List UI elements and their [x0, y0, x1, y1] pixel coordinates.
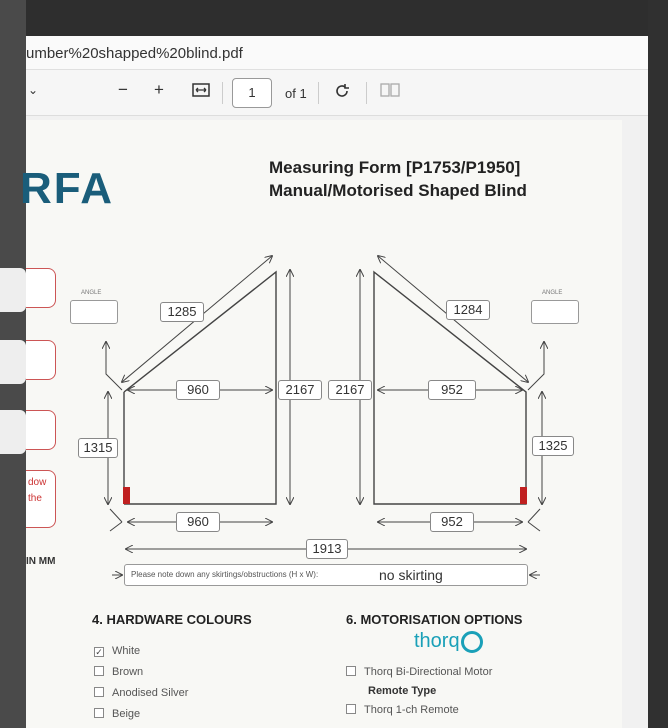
left-angle-label: ANGLE [81, 290, 102, 296]
toolbar-divider [318, 82, 319, 104]
page-view-icon[interactable] [380, 82, 400, 103]
viewer-toolbar [26, 70, 648, 116]
left-bracket-marker [123, 487, 130, 504]
remote-type-heading: Remote Type [368, 685, 437, 697]
left-angle-field [70, 300, 118, 324]
right-bracket-marker [520, 487, 527, 504]
checkbox-icon [94, 666, 104, 676]
chevron-down-icon[interactable]: ⌄ [28, 83, 39, 97]
units-label: IN MM [26, 556, 56, 567]
right-side-height-value: 1325 [532, 436, 574, 456]
background-right-strip [648, 0, 668, 728]
right-height-value: 2167 [328, 380, 372, 400]
rotate-icon[interactable] [332, 81, 352, 106]
left-top-width-value: 960 [176, 380, 220, 400]
right-angle-label: ANGLE [542, 290, 563, 296]
zoom-in-button[interactable]: + [154, 80, 164, 99]
right-angle-pointer [528, 342, 544, 390]
document-filename: umber%20shapped%20blind.pdf [26, 45, 243, 62]
hardware-option: Brown [94, 666, 143, 678]
hardware-option: Beige [94, 708, 140, 720]
right-bottom-width-value: 952 [430, 512, 474, 532]
form-subtitle: Manual/Motorised Shaped Blind [269, 181, 527, 200]
fit-width-icon[interactable] [192, 82, 210, 103]
motorisation-heading: 6. MOTORISATION OPTIONS [346, 612, 523, 627]
page-number-input[interactable]: 1 [232, 78, 272, 108]
right-top-width-value: 952 [428, 380, 476, 400]
overall-width-value: 1913 [306, 539, 348, 559]
checked-checkbox-icon: ✓ [95, 647, 103, 657]
hardware-option: Anodised Silver [94, 687, 188, 699]
zoom-out-button[interactable]: − [118, 80, 128, 99]
checkbox-icon [94, 708, 104, 718]
company-logo: RFA [20, 164, 114, 213]
background-top-bar [26, 0, 648, 36]
left-side-height-value: 1315 [78, 438, 118, 458]
left-angle-pointer [106, 342, 122, 390]
form-title: Measuring Form [P1753/P1950] [269, 158, 521, 177]
left-bottom-corner-marks [110, 509, 122, 531]
right-diagonal-value: 1284 [446, 300, 490, 320]
background-field [0, 410, 26, 454]
hardware-option: ✓ White [95, 645, 141, 657]
toolbar-divider [222, 82, 223, 104]
left-height-value: 2167 [278, 380, 322, 400]
checkbox-icon [346, 666, 356, 676]
obstruction-note-prompt: Please note down any skirtings/obstructions (H x W): [131, 570, 319, 579]
background-field [0, 268, 26, 312]
thorq-mark-icon [461, 631, 483, 653]
obstruction-note-answer: no skirting [379, 567, 443, 583]
left-bottom-width-value: 960 [176, 512, 220, 532]
right-angle-field [531, 300, 579, 324]
pdf-viewer-window [20, 36, 648, 728]
pdf-page [20, 120, 622, 728]
blind-diagram [26, 120, 622, 590]
thorq-logo: thorq [414, 630, 483, 653]
window-note-text: dow [28, 477, 47, 488]
right-bottom-corner-marks [528, 509, 540, 531]
obstruction-note-field [124, 564, 528, 586]
checkbox-icon [94, 687, 104, 697]
page-total-label: of 1 [285, 86, 307, 101]
checkbox-icon [346, 704, 356, 714]
window-note-text: the [28, 493, 42, 504]
background-window-strip [0, 0, 26, 728]
background-field [0, 340, 26, 384]
left-diagonal-value: 1285 [160, 302, 204, 322]
toolbar-divider [366, 82, 367, 104]
title-bar [26, 36, 648, 70]
hardware-colours-heading: 4. HARDWARE COLOURS [92, 612, 252, 627]
motor-option: Thorq Bi-Directional Motor [346, 666, 492, 678]
remote-option: Thorq 1-ch Remote [346, 704, 459, 716]
